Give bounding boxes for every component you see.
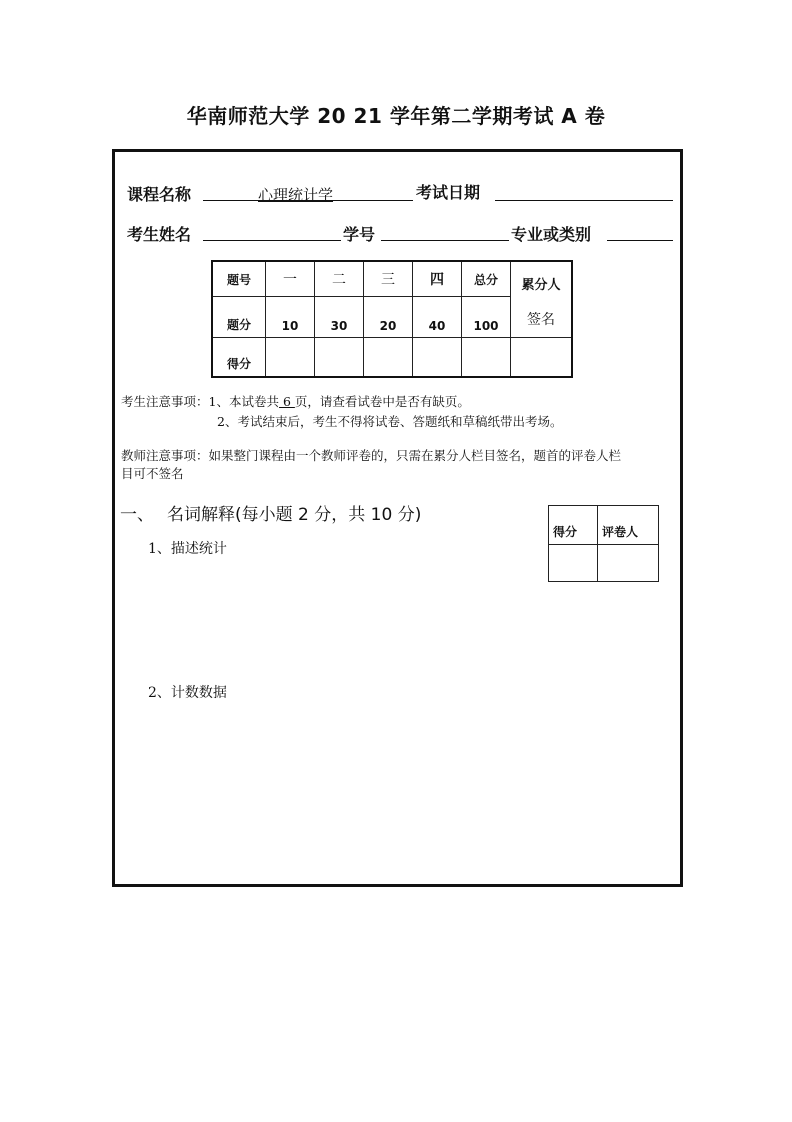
question-2-points: 30 xyxy=(315,297,364,338)
course-name-label: 课程名称 xyxy=(127,185,192,204)
total-points: 100 xyxy=(462,297,511,338)
row-header-score: 得分 xyxy=(212,338,266,378)
student-id-label: 学号 xyxy=(343,225,376,244)
teacher-notes-line-1: 教师注意事项：如果整门课程由一个教师评卷的，只需在累分人栏目签名，题首的评卷人栏 xyxy=(121,448,622,463)
exam-date-label: 考试日期 xyxy=(416,183,481,202)
question-1-score-field[interactable] xyxy=(266,338,315,378)
score-table xyxy=(211,260,573,378)
student-notes-label: 考生注意事项： xyxy=(121,394,209,409)
course-name-value[interactable]: 心理统计学 xyxy=(258,186,334,204)
row-header-points: 题分 xyxy=(212,297,266,338)
question-1-header: 一 xyxy=(266,261,315,297)
grader-name-field[interactable] xyxy=(598,545,659,582)
student-name-field[interactable] xyxy=(203,240,341,241)
major-field[interactable] xyxy=(607,240,673,241)
question-1-points: 10 xyxy=(266,297,315,338)
section-1-number: 一、 xyxy=(120,505,154,525)
signer-signature-field[interactable] xyxy=(511,338,573,378)
question-2-score-field[interactable] xyxy=(315,338,364,378)
section-1-heading: 名词解释(每小题 2 分，共 10 分) xyxy=(167,505,422,525)
question-3-score-field[interactable] xyxy=(364,338,413,378)
grader-score-field[interactable] xyxy=(549,545,598,582)
signer-label-bottom: 签名 xyxy=(527,312,555,328)
grader-score-label: 得分 xyxy=(549,506,598,545)
grader-name-label: 评卷人 xyxy=(598,506,659,545)
question-3-points: 20 xyxy=(364,297,413,338)
signer-cell xyxy=(511,261,573,338)
exam-date-field[interactable] xyxy=(495,200,673,201)
student-note-2: 2、考试结束后，考生不得将试卷、答题纸和草稿纸带出考场。 xyxy=(217,414,563,429)
question-2: 2、计数数据 xyxy=(148,685,227,701)
total-header: 总分 xyxy=(462,261,511,297)
major-label: 专业或类别 xyxy=(511,225,592,244)
row-header-question-no: 题号 xyxy=(212,261,266,297)
question-2-header: 二 xyxy=(315,261,364,297)
question-1: 1、描述统计 xyxy=(148,541,227,557)
teacher-notes-line-2: 目可不签名 xyxy=(121,466,184,481)
question-4-points: 40 xyxy=(413,297,462,338)
student-name-label: 考生姓名 xyxy=(127,225,192,244)
student-notes xyxy=(121,392,470,412)
page-count: 6 xyxy=(278,394,295,409)
question-3-header: 三 xyxy=(364,261,413,297)
section-1-grader-table xyxy=(548,505,659,582)
student-note-1-suffix: 页，请查看试卷中是否有缺页。 xyxy=(294,394,470,409)
student-note-1-prefix: 1、本试卷共 xyxy=(208,394,279,409)
student-id-field[interactable] xyxy=(381,240,509,241)
question-4-header: 四 xyxy=(413,261,462,297)
exam-title: 华南师范大学 20 21 学年第二学期考试 A 卷 xyxy=(186,104,606,128)
total-score-field[interactable] xyxy=(462,338,511,378)
question-4-score-field[interactable] xyxy=(413,338,462,378)
signer-label-top: 累分人 xyxy=(521,278,561,293)
